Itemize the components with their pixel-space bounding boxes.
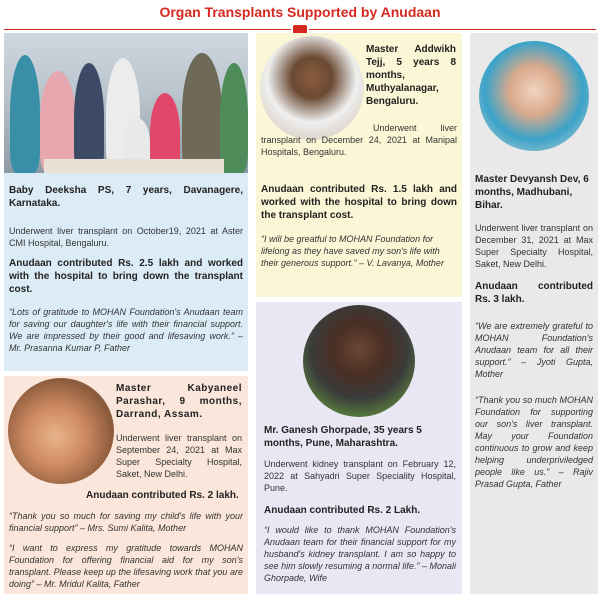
title-divider-right: [309, 29, 596, 30]
ganesh-name: Mr. Ganesh Ghorpade, 35 years 5 months, Pune, Maharashtra.: [264, 425, 422, 449]
deeksha-celebration-photo: [4, 33, 248, 173]
photo-table: [44, 159, 224, 173]
deeksha-contribution: Anudaan contributed Rs. 2.5 lakh and worked with the hospital to bring down the transplant cost.: [9, 258, 243, 295]
card-ganesh: [256, 302, 462, 594]
addwikh-quote: “I will be greatful to MOHAN Foundation for lifelong as they have saved my son's life with their generous support.” – V. Lavanya, Mother: [261, 234, 444, 268]
devyansh-photo: [479, 41, 589, 151]
photo-figure: [220, 63, 248, 173]
page-title: Organ Transplants Supported by Anudaan: [159, 4, 441, 20]
card-kabyaneel: [4, 376, 248, 594]
ganesh-photo: [303, 305, 415, 417]
devyansh-contribution: Anudaan contributed Rs. 3 lakh.: [475, 281, 593, 305]
photo-figure: [40, 71, 76, 173]
photo-figure: [182, 53, 222, 173]
photo-figure: [10, 55, 40, 173]
kabyaneel-quote-mother: “Thank you so much for saving my child's life with your financial support” – Mrs. Sumi Kalita, Mother: [9, 511, 243, 533]
devyansh-quote-father: “Thank you so much MOHAN Foundation for supporting our son's liver transplant. May your Foundation continuous to grow and keep helping underpriviledged people like us.” – Rajiv Prasad Gupta, Father: [475, 395, 593, 489]
addwikh-contribution: Anudaan contributed Rs. 1.5 lakh and worked with the hospital to bring down the transplant cost.: [261, 184, 457, 221]
addwikh-name: Master Addwikh Tejj, 5 years 8 months, Muthyalanagar, Bengaluru.: [366, 44, 456, 107]
photo-figure: [74, 63, 104, 173]
card-devyansh: [470, 33, 598, 594]
kabyaneel-contribution: Anudaan contributed Rs. 2 lakh.: [86, 490, 239, 501]
deeksha-name: Baby Deeksha PS, 7 years, Davanagere, Karnataka.: [9, 185, 243, 209]
card-deeksha: [4, 33, 248, 371]
addwikh-transplant: Underwent liver transplant on December 24, 2021 at Manipal Hospitals, Bengaluru.: [261, 123, 457, 157]
ganesh-transplant: Underwent kidney transplant on February 12, 2022 at Sahyadri Super Speciality Hospital, Pune.: [264, 459, 456, 493]
ganesh-quote: “I would like to thank MOHAN Foundation's Anudaan team for their financial support for my husband's kidney transplant. I am so happy to see him slowly resuming a normal life.” – Monali Ghorpade, Wife: [264, 525, 456, 583]
kabyaneel-quote-father: “I want to express my gratitude towards MOHAN Foundation for offering financial aid for my son's transplant. Please keep up the lifesaving work that you are doing” – Mr. Mridul Kalita, Father: [9, 543, 243, 589]
kabyaneel-transplant: Underwent liver transplant on September 24, 2021 at Max Super Specialty Hospital, Saket, New Delhi.: [116, 433, 242, 479]
devyansh-name: Master Devyansh Dev, 6 months, Madhubani, Bihar.: [475, 174, 589, 211]
kabyaneel-photo: [8, 378, 114, 484]
devyansh-quote-mother: “We are extremely grateful to MOHAN Foundation's Anudaan team for all their support.” – Jyoti Gupta, Mother: [475, 321, 593, 379]
devyansh-transplant: Underwent liver transplant on December 31, 2021 at Max Super Specialty Hospital, Saket, New Delhi.: [475, 223, 593, 269]
card-addwikh: [256, 33, 462, 297]
ganesh-contribution: Anudaan contributed Rs. 2 Lakh.: [264, 505, 421, 516]
deeksha-transplant: Underwent liver transplant on October19, 2021 at Aster CMI Hospital, Bengaluru.: [9, 226, 243, 248]
kabyaneel-name: Master Kabyaneel Parashar, 9 months, Darrand, Assam.: [116, 383, 242, 420]
deeksha-quote: “Lots of gratitude to MOHAN Foundation's Anudaan team for saving our daughter's life with their financial support. We are impressed by their good and lifesaving work.” – Mr. Prasanna Kumar P, Father: [9, 307, 243, 353]
title-divider-left: [4, 29, 291, 30]
